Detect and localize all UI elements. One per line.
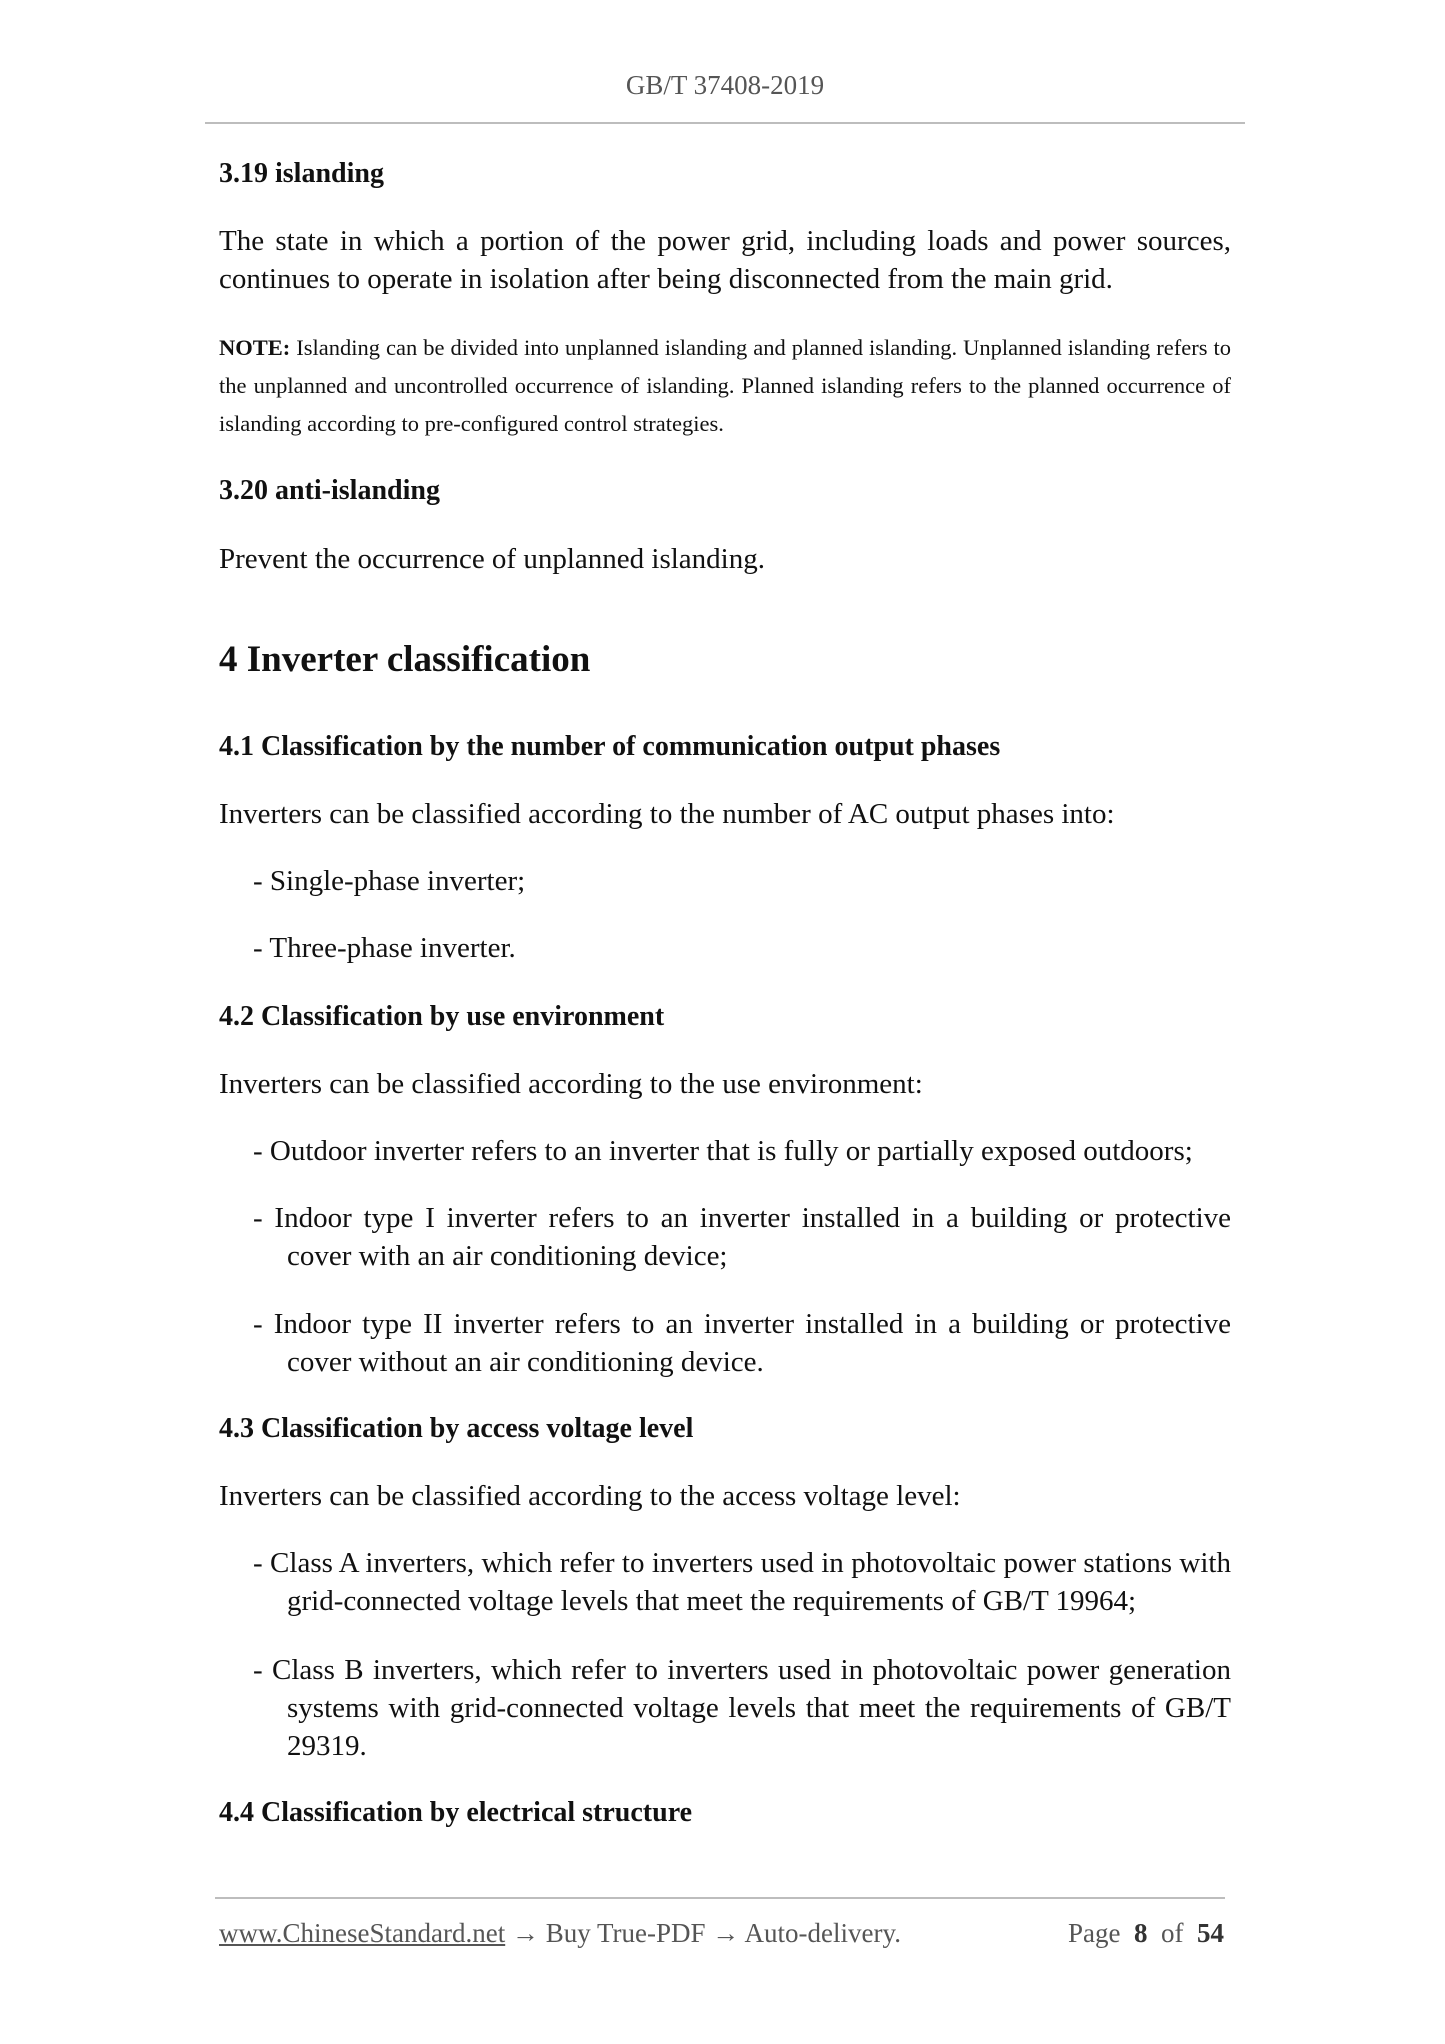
list-item: - Class B inverters, which refer to inverters used in photovoltaic power generation systems with grid-connected voltage levels that meet the requirements of GB/T 29319. [253, 1654, 1231, 1762]
buy-pdf-text: Buy True-PDF [545, 1918, 706, 1948]
subsection-heading-4-1: 4.1 Classification by the number of communication output phases [219, 731, 1001, 762]
subsection-heading-4-3: 4.3 Classification by access voltage level [219, 1413, 694, 1444]
list-item: - Single-phase inverter; [253, 865, 526, 897]
page-indicator [1068, 1918, 1224, 1949]
of-label: of [1160, 1918, 1184, 1948]
term-definition-3-19: The state in which a portion of the power grid, including loads and power sources, continues to operate in isolation after being disconnected from the main grid. [219, 225, 1231, 295]
subsection-intro-4-3: Inverters can be classified according to the access voltage level: [219, 1480, 961, 1512]
arrow-right-icon: → [511, 1918, 539, 1948]
website-link[interactable]: www.ChineseStandard.net [219, 1918, 506, 1948]
term-definition-3-20: Prevent the occurrence of unplanned islanding. [219, 543, 765, 575]
list-item: - Indoor type II inverter refers to an inverter installed in a building or protective cover without an air conditioning device. [253, 1308, 1231, 1378]
arrow-right-icon: → [712, 1918, 740, 1948]
list-item: - Outdoor inverter refers to an inverter that is fully or partially exposed outdoors; [253, 1135, 1193, 1167]
subsection-intro-4-2: Inverters can be classified according to the use environment: [219, 1068, 923, 1100]
footer-divider [215, 1897, 1225, 1899]
section-heading-4: 4 Inverter classification [219, 639, 591, 680]
page-label: Page [1068, 1918, 1121, 1948]
document-code-header: GB/T 37408-2019 [625, 70, 825, 100]
list-item: - Class A inverters, which refer to inverters used in photovoltaic power stations with grid-connected voltage levels that meet the requirements of GB/T 19964; [253, 1547, 1231, 1617]
delivery-text: Auto-delivery. [744, 1918, 901, 1948]
subsection-heading-4-2: 4.2 Classification by use environment [219, 1001, 665, 1032]
note-body: Islanding can be divided into unplanned islanding and planned islanding. Unplanned islanding refers to the unplanned and uncontrolled occurrence of islanding. Planned islanding refers to the planned occurrence of islanding according to pre-configured control strategies. [219, 335, 1232, 436]
list-item: - Three-phase inverter. [253, 932, 516, 964]
footer-promo [219, 1918, 901, 1949]
subsection-heading-4-4: 4.4 Classification by electrical structure [219, 1797, 693, 1828]
term-note-3-19 [219, 329, 1231, 443]
note-label: NOTE: [219, 335, 291, 360]
term-heading-3-20: 3.20 anti-islanding [219, 475, 440, 506]
term-heading-3-19: 3.19 islanding [219, 158, 384, 189]
header-divider [205, 122, 1245, 124]
subsection-intro-4-1: Inverters can be classified according to the number of AC output phases into: [219, 798, 1115, 830]
list-item: - Indoor type I inverter refers to an inverter installed in a building or protective cover with an air conditioning device; [253, 1202, 1231, 1272]
current-page-number: 8 [1133, 1918, 1148, 1948]
total-pages-number: 54 [1196, 1918, 1224, 1948]
